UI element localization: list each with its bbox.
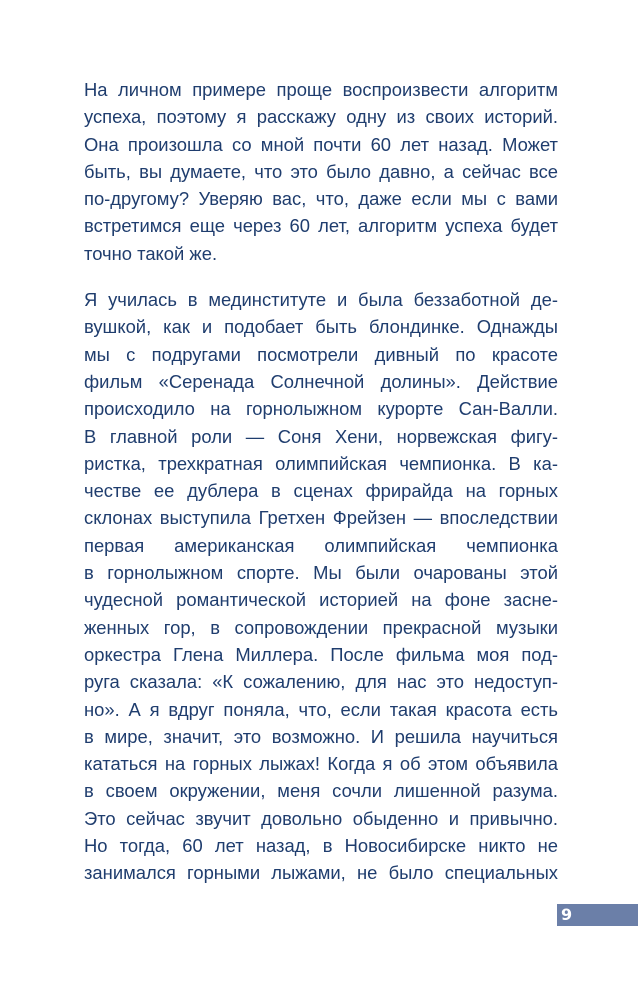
text-line: Я училась в мединституте и была беззаботной де-	[84, 289, 558, 311]
text-line: вушкой, как и подобает быть блондинке. Однажды	[84, 316, 558, 338]
text-line: в мире, значит, это возможно. И решила научиться	[84, 725, 558, 747]
text-line: В главной роли — Соня Хени, норвежская фигу-	[84, 425, 558, 447]
paragraph-1	[84, 76, 558, 267]
text-line: руга сказала: «К сожалению, для нас это недоступ-	[84, 671, 558, 693]
text-line: фильм «Серенада Солнечной долины». Действие	[84, 370, 558, 392]
paragraph-2	[84, 286, 558, 887]
page-number: 9	[561, 905, 573, 924]
text-line: склонах выступила Гретхен Фрейзен — впоследствии	[84, 507, 558, 529]
text-line: Это сейчас звучит довольно обыденно и привычно.	[84, 807, 558, 829]
text-line: быть, вы думаете, что это было давно, а сейчас все	[84, 160, 558, 182]
text-line: женных гор, в сопровождении прекрасной музыки	[84, 616, 558, 638]
text-line: Она произошла со мной почти 60 лет назад. Может	[84, 133, 558, 155]
text-line: ристка, трехкратная олимпийская чемпионка. В ка-	[84, 452, 558, 474]
text-line: успеха, поэтому я расскажу одну из своих историй.	[84, 106, 558, 128]
text-line: в горнолыжном спорте. Мы были очарованы этой	[84, 562, 558, 584]
text-line: по-другому? Уверяю вас, что, даже если мы с вами	[84, 188, 558, 210]
text-line: в своем окружении, меня сочли лишенной разума.	[84, 780, 558, 802]
text-line: происходило на горнолыжном курорте Сан-Валли.	[84, 398, 558, 420]
text-line: оркестра Глена Миллера. После фильма моя под-	[84, 643, 558, 665]
text-line: встретимся еще через 60 лет, алгоритм успеха будет	[84, 215, 558, 237]
text-line: честве ее дублера в сценах фрирайда на горных	[84, 480, 558, 502]
text-line: занимался горными лыжами, не было специальных	[84, 862, 558, 884]
text-line: точно такой же.	[84, 242, 218, 264]
page-text	[84, 76, 558, 906]
text-line: мы с подругами посмотрели дивный по красоте	[84, 343, 558, 365]
text-line: первая американская олимпийская чемпионка	[84, 534, 558, 556]
page-number-tab	[557, 904, 638, 926]
text-line: но». А я вдруг поняла, что, если такая красота есть	[84, 698, 558, 720]
text-line: кататься на горных лыжах! Когда я об этом объявила	[84, 753, 558, 775]
text-line: чудесной романтической историей на фоне засне-	[84, 589, 558, 611]
text-line: На личном примере проще воспроизвести алгоритм	[84, 79, 558, 100]
text-line: Но тогда, 60 лет назад, в Новосибирске никто не	[84, 835, 558, 857]
